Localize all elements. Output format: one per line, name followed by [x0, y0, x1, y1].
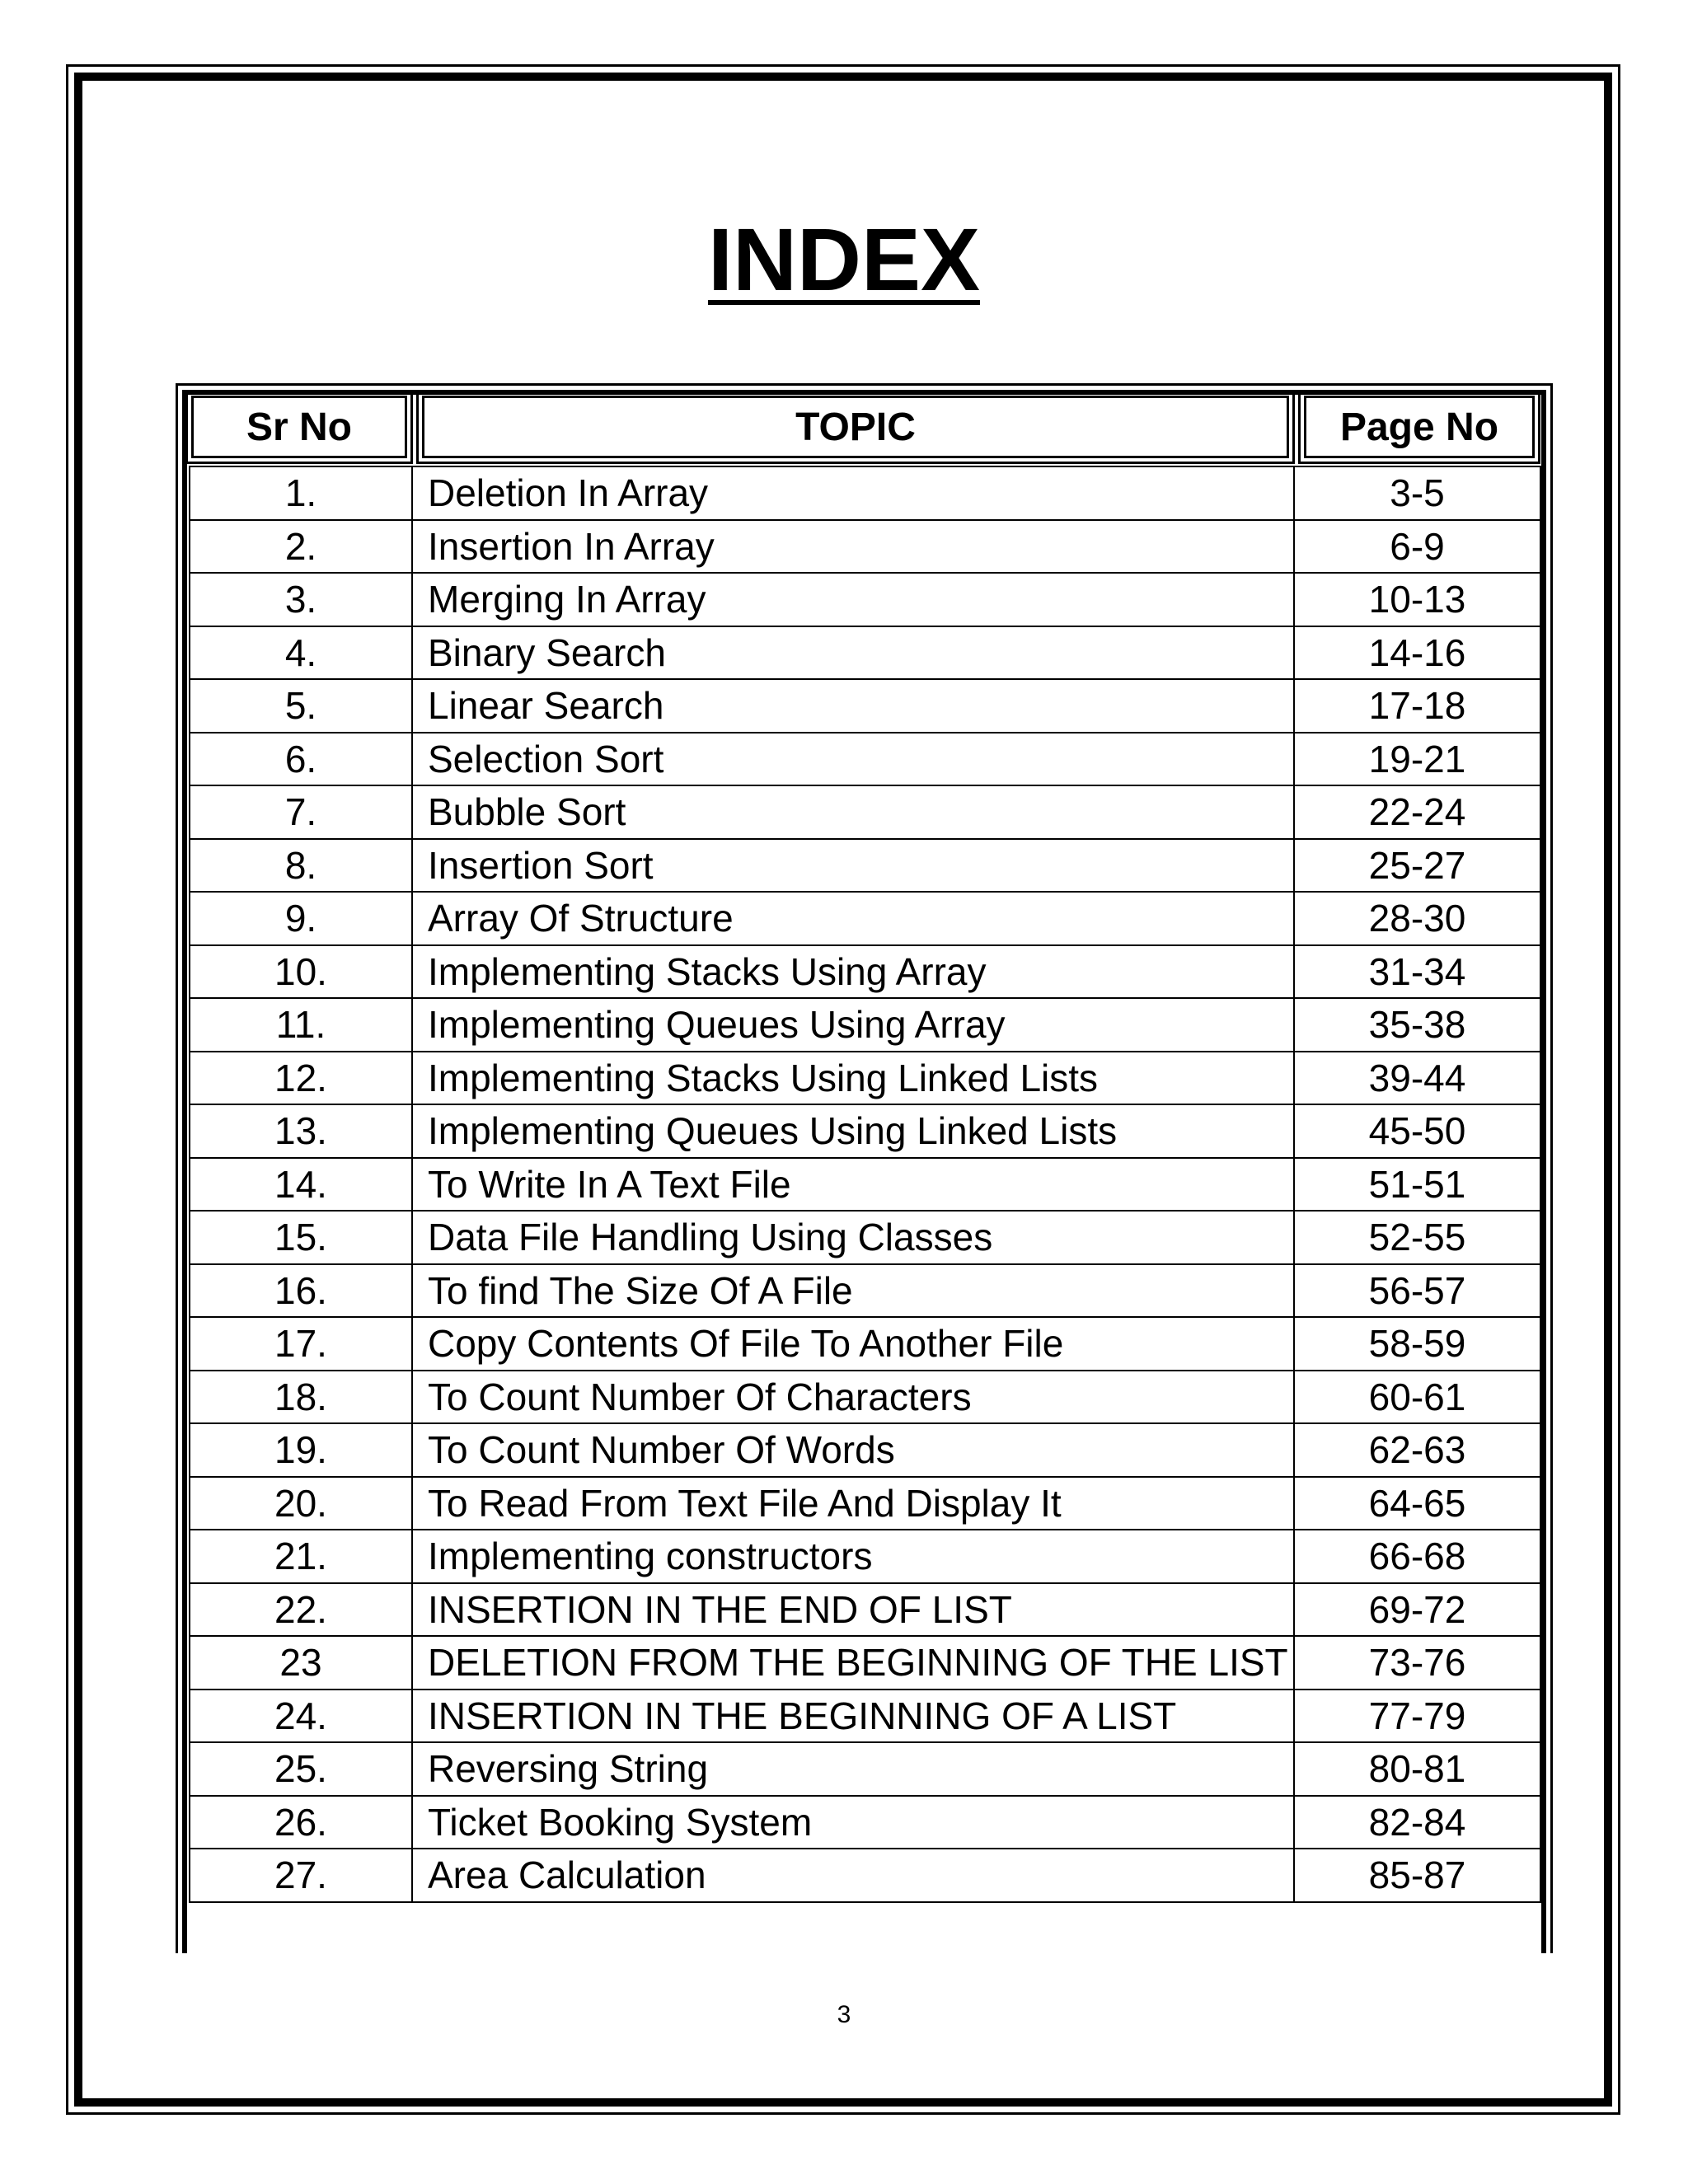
- row-page-range: 17-18: [1294, 679, 1540, 733]
- row-sr-no: 26.: [190, 1796, 412, 1849]
- row-sr-no: 4.: [190, 626, 412, 680]
- table-row: [190, 1264, 1540, 1318]
- row-page-range: 25-27: [1294, 839, 1540, 893]
- row-page-range: 35-38: [1294, 998, 1540, 1052]
- row-sr-no: 1.: [190, 466, 412, 520]
- row-topic: Implementing Stacks Using Array: [412, 945, 1294, 999]
- row-sr-no: 9.: [190, 892, 412, 945]
- table-row: [190, 1317, 1540, 1371]
- row-topic: INSERTION IN THE END OF LIST: [412, 1583, 1294, 1637]
- row-page-range: 28-30: [1294, 892, 1540, 945]
- row-topic: Implementing constructors: [412, 1530, 1294, 1583]
- row-sr-no: 21.: [190, 1530, 412, 1583]
- row-sr-no: 24.: [190, 1690, 412, 1743]
- table-row: [190, 1796, 1540, 1849]
- row-sr-no: 10.: [190, 945, 412, 999]
- row-page-range: 45-50: [1294, 1104, 1540, 1158]
- row-page-range: 80-81: [1294, 1742, 1540, 1796]
- row-sr-no: 12.: [190, 1052, 412, 1105]
- table-row: [190, 1742, 1540, 1796]
- table-row: [190, 1371, 1540, 1424]
- row-page-range: 10-13: [1294, 573, 1540, 626]
- index-table: [189, 466, 1541, 1903]
- table-row: [190, 892, 1540, 945]
- table-row: [190, 998, 1540, 1052]
- table-row: [190, 1052, 1540, 1105]
- row-sr-no: 7.: [190, 785, 412, 839]
- row-page-range: 60-61: [1294, 1371, 1540, 1424]
- table-row: [190, 1477, 1540, 1530]
- table-row: [190, 1583, 1540, 1637]
- row-page-range: 69-72: [1294, 1583, 1540, 1637]
- row-page-range: 82-84: [1294, 1796, 1540, 1849]
- table-row: [190, 785, 1540, 839]
- row-sr-no: 25.: [190, 1742, 412, 1796]
- row-sr-no: 11.: [190, 998, 412, 1052]
- table-row: [190, 1530, 1540, 1583]
- table-row: [190, 733, 1540, 786]
- row-page-range: 52-55: [1294, 1211, 1540, 1264]
- row-page-range: 39-44: [1294, 1052, 1540, 1105]
- row-topic: Insertion Sort: [412, 839, 1294, 893]
- row-page-range: 6-9: [1294, 520, 1540, 574]
- row-topic: To Write In A Text File: [412, 1158, 1294, 1212]
- row-sr-no: 22.: [190, 1583, 412, 1637]
- table-row: [190, 466, 1540, 520]
- row-sr-no: 15.: [190, 1211, 412, 1264]
- table-row: [190, 1423, 1540, 1477]
- row-sr-no: 3.: [190, 573, 412, 626]
- row-topic: Deletion In Array: [412, 466, 1294, 520]
- row-topic: To Count Number Of Words: [412, 1423, 1294, 1477]
- table-row: [190, 945, 1540, 999]
- row-sr-no: 18.: [190, 1371, 412, 1424]
- row-sr-no: 5.: [190, 679, 412, 733]
- row-topic: Data File Handling Using Classes: [412, 1211, 1294, 1264]
- row-page-range: 3-5: [1294, 466, 1540, 520]
- row-topic: Merging In Array: [412, 573, 1294, 626]
- row-topic: Linear Search: [412, 679, 1294, 733]
- row-topic: Array Of Structure: [412, 892, 1294, 945]
- row-topic: To Count Number Of Characters: [412, 1371, 1294, 1424]
- table-row: [190, 520, 1540, 574]
- table-row: [190, 1211, 1540, 1264]
- row-page-range: 14-16: [1294, 626, 1540, 680]
- row-topic: Binary Search: [412, 626, 1294, 680]
- row-sr-no: 6.: [190, 733, 412, 786]
- row-page-range: 62-63: [1294, 1423, 1540, 1477]
- header-page-no: Page No: [1304, 396, 1535, 458]
- table-row: [190, 1158, 1540, 1212]
- table-row: [190, 573, 1540, 626]
- header-sr-no: Sr No: [191, 396, 407, 458]
- row-sr-no: 16.: [190, 1264, 412, 1318]
- row-sr-no: 23: [190, 1636, 412, 1690]
- row-page-range: 73-76: [1294, 1636, 1540, 1690]
- row-topic: Area Calculation: [412, 1849, 1294, 1902]
- row-page-range: 85-87: [1294, 1849, 1540, 1902]
- row-page-range: 22-24: [1294, 785, 1540, 839]
- row-topic: Implementing Queues Using Array: [412, 998, 1294, 1052]
- row-topic: Implementing Stacks Using Linked Lists: [412, 1052, 1294, 1105]
- row-topic: Reversing String: [412, 1742, 1294, 1796]
- row-topic: To find The Size Of A File: [412, 1264, 1294, 1318]
- row-page-range: 31-34: [1294, 945, 1540, 999]
- row-sr-no: 19.: [190, 1423, 412, 1477]
- row-topic: Ticket Booking System: [412, 1796, 1294, 1849]
- row-sr-no: 2.: [190, 520, 412, 574]
- row-topic: Implementing Queues Using Linked Lists: [412, 1104, 1294, 1158]
- row-topic: Selection Sort: [412, 733, 1294, 786]
- table-row: [190, 839, 1540, 893]
- page-title: [0, 206, 1688, 313]
- row-sr-no: 20.: [190, 1477, 412, 1530]
- row-sr-no: 27.: [190, 1849, 412, 1902]
- row-topic: Copy Contents Of File To Another File: [412, 1317, 1294, 1371]
- row-sr-no: 14.: [190, 1158, 412, 1212]
- header-topic: TOPIC: [422, 396, 1289, 458]
- table-row: [190, 679, 1540, 733]
- row-page-range: 66-68: [1294, 1530, 1540, 1583]
- row-sr-no: 13.: [190, 1104, 412, 1158]
- table-row: [190, 1104, 1540, 1158]
- row-sr-no: 17.: [190, 1317, 412, 1371]
- row-topic: INSERTION IN THE BEGINNING OF A LIST: [412, 1690, 1294, 1743]
- row-page-range: 51-51: [1294, 1158, 1540, 1212]
- table-row: [190, 1636, 1540, 1690]
- row-page-range: 19-21: [1294, 733, 1540, 786]
- row-topic: Bubble Sort: [412, 785, 1294, 839]
- table-row: [190, 1690, 1540, 1743]
- row-page-range: 56-57: [1294, 1264, 1540, 1318]
- table-row: [190, 1849, 1540, 1902]
- row-topic: DELETION FROM THE BEGINNING OF THE LIST: [412, 1636, 1294, 1690]
- row-topic: Insertion In Array: [412, 520, 1294, 574]
- index-table-body: [190, 466, 1540, 1902]
- title-text: INDEX: [707, 209, 981, 309]
- row-page-range: 58-59: [1294, 1317, 1540, 1371]
- table-row: [190, 626, 1540, 680]
- row-topic: To Read From Text File And Display It: [412, 1477, 1294, 1530]
- row-sr-no: 8.: [190, 839, 412, 893]
- row-page-range: 64-65: [1294, 1477, 1540, 1530]
- row-page-range: 77-79: [1294, 1690, 1540, 1743]
- page-number: 3: [837, 2001, 851, 2028]
